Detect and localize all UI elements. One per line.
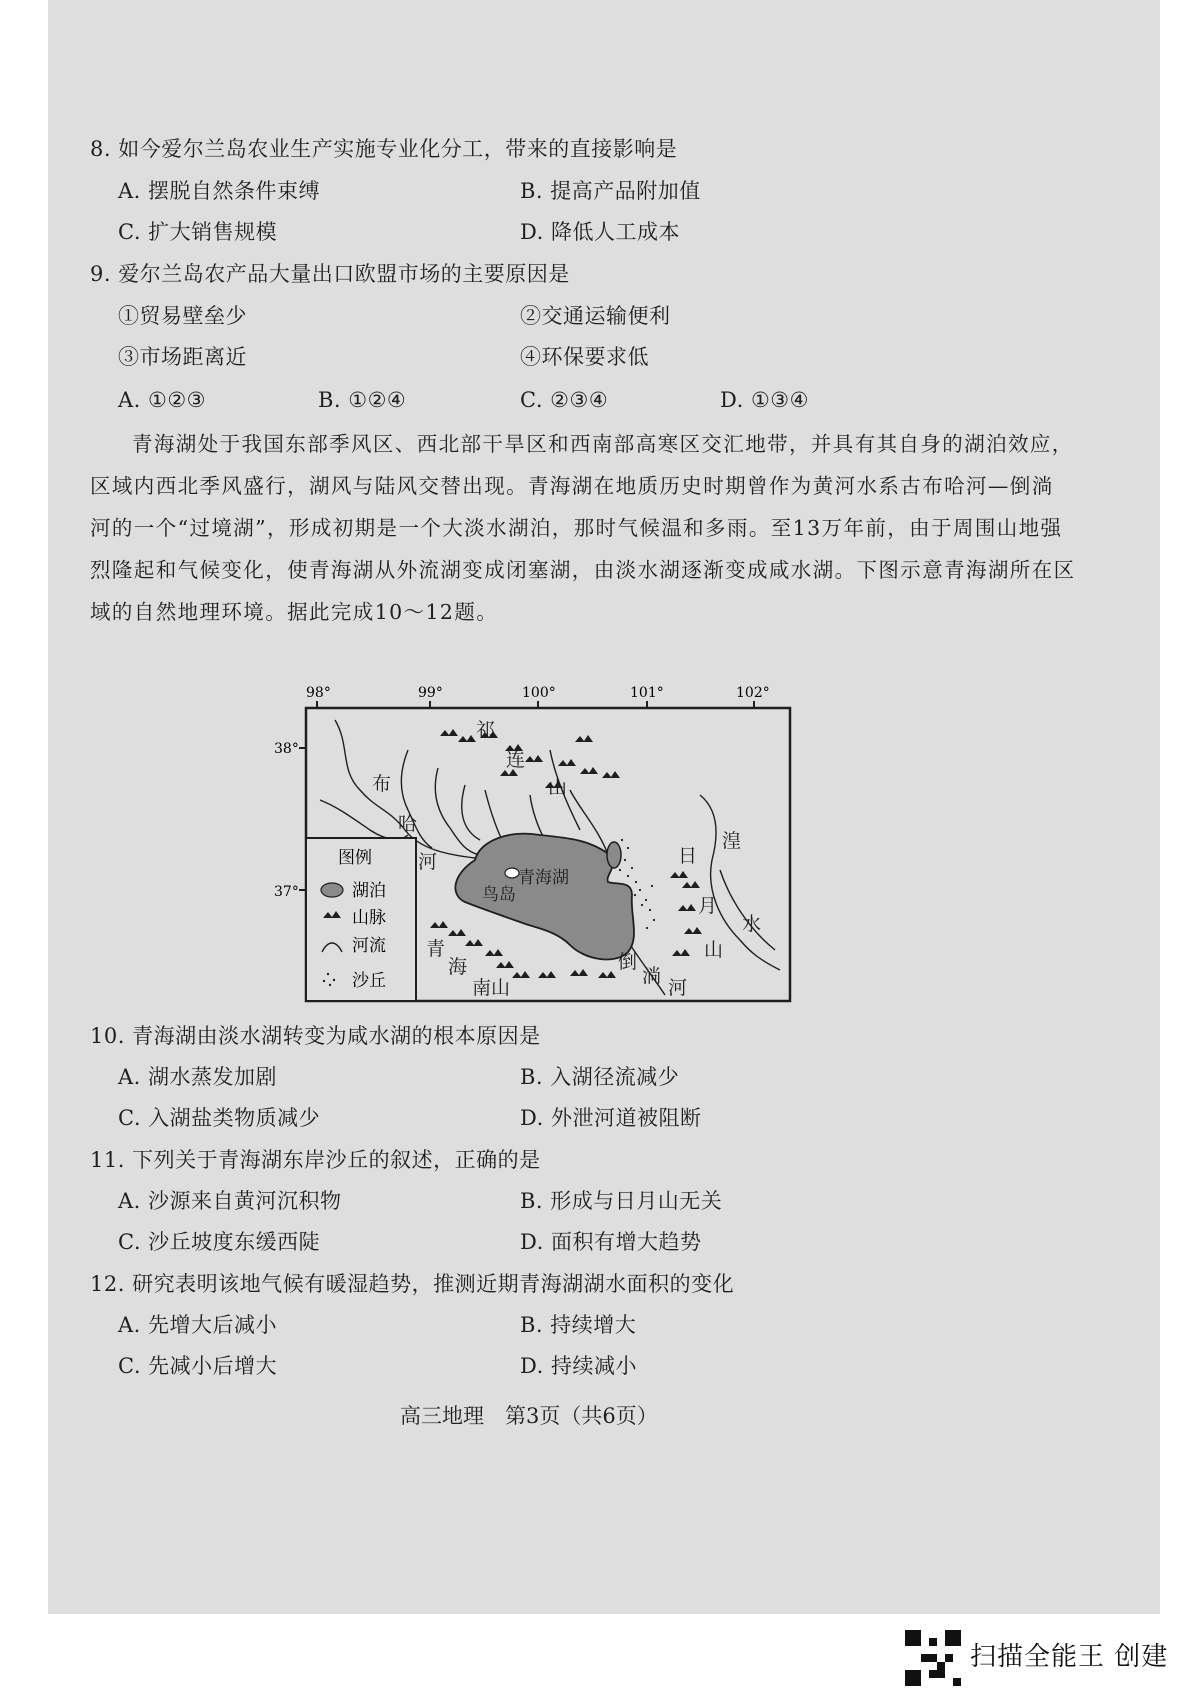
q11-stem: 11. 下列关于青海湖东岸沙丘的叙述，正确的是 [90,1148,541,1172]
lat-tick-37: 37° [274,884,299,900]
q8-option-d: D. 降低人工成本 [520,220,680,244]
small-lake-shape [607,842,621,868]
q12-option-b: B. 持续增大 [520,1313,637,1337]
q12-option-a: A. 先增大后减小 [118,1313,278,1337]
label-bird-island: 鸟岛 [482,885,516,905]
label-yue: 月 [698,895,718,917]
label-qilian-shan: 山 [548,777,568,799]
label-huangshui: 水 [742,913,762,935]
q8-option-a: A. 摆脱自然条件束缚 [118,179,321,203]
label-daotang-he: 河 [668,977,688,999]
passage-line-4: 烈隆起和气候变化，使青海湖从外流湖变成闭塞湖，由淡水湖逐渐变成咸水湖。下图示意青海湖所在区 [90,558,1076,582]
passage-line-3: 河的一个“过境湖”，形成初期是一个大淡水湖泊，那时气候温和多雨。至13万年前，由于周围山地强 [90,516,1063,540]
qinghai-lake-map [274,685,800,1014]
q10-stem: 10. 青海湖由淡水湖转变为咸水湖的根本原因是 [90,1024,541,1048]
lon-tick-102: 102° [736,685,770,701]
lat-tick-38: 38° [274,741,299,757]
q9-stem: 9. 爱尔兰岛农产品大量出口欧盟市场的主要原因是 [90,262,570,286]
lon-tick-99: 99° [418,685,443,701]
label-buha-he: 河 [418,851,438,873]
label-bu: 布 [372,773,392,795]
q9-option-b: B. ①②④ [318,388,407,412]
legend-dune: 沙丘 [352,971,386,991]
legend-lake: 湖泊 [352,881,386,901]
q11-option-d: D. 面积有增大趋势 [520,1230,702,1254]
q10-option-b: B. 入湖径流减少 [520,1065,680,1089]
passage-line-2: 区域内西北季风盛行，湖风与陆风交替出现。青海湖在地质历史时期曾作为黄河水系古布哈河—倒淌 [90,474,1054,498]
page-footer: 高三地理 第3页（共6页） [400,1404,658,1428]
q9-option-a: A. ①②③ [118,388,206,412]
q12-option-c: C. 先减小后增大 [118,1354,278,1378]
q9-statement-2: ②交通运输便利 [520,304,671,328]
legend-title: 图例 [338,848,372,868]
label-dao: 倒 [618,951,638,973]
q8-stem: 8. 如今爱尔兰岛农业生产实施专业化分工，带来的直接影响是 [90,137,678,161]
q11-option-c: C. 沙丘坡度东缓西陡 [118,1230,321,1254]
q12-option-d: D. 持续减小 [520,1354,637,1378]
bird-island-shape [505,868,519,878]
q11-option-a: A. 沙源来自黄河沉积物 [118,1189,342,1213]
label-qinghai-lake: 青海湖 [518,868,569,888]
scanner-watermark: 扫描全能王 创建 [970,1642,1169,1672]
lon-tick-98: 98° [306,685,331,701]
passage-line-5: 域的自然地理环境。据此完成10～12题。 [90,600,499,624]
legend-river: 河流 [352,936,386,956]
q9-statement-1: ①贸易壁垒少 [118,304,247,328]
label-qi: 祁 [476,719,496,741]
q9-option-c: C. ②③④ [520,388,609,412]
label-tang: 淌 [642,965,662,987]
q11-option-b: B. 形成与日月山无关 [520,1189,723,1213]
q9-statement-4: ④环保要求低 [520,345,649,369]
label-lian: 连 [506,749,526,771]
label-riyue-shan: 山 [704,939,724,961]
q9-option-d: D. ①③④ [720,388,809,412]
q12-stem: 12. 研究表明该地气候有暖湿趋势，推测近期青海湖湖水面积的变化 [90,1272,735,1296]
label-hai: 海 [448,956,468,978]
legend-lake-symbol [321,883,343,897]
legend-mountain: 山脉 [352,908,386,928]
label-nanshan: 南山 [472,977,511,999]
q10-option-c: C. 入湖盐类物质减少 [118,1106,321,1130]
map-legend [306,838,416,1001]
q8-option-b: B. 提高产品附加值 [520,179,701,203]
q10-option-d: D. 外泄河道被阻断 [520,1106,702,1130]
lon-tick-101: 101° [630,685,664,701]
lon-tick-100: 100° [522,685,556,701]
passage-line-1: 青海湖处于我国东部季风区、西北部干旱区和西南部高寒区交汇地带，并具有其自身的湖泊效应， [132,432,1074,456]
label-ha: 哈 [398,813,418,835]
qr-code-icon [905,1630,961,1686]
label-huang: 湟 [722,830,742,852]
q8-option-c: C. 扩大销售规模 [118,220,278,244]
q9-statement-3: ③市场距离近 [118,345,247,369]
label-ri: 日 [678,845,698,867]
q10-option-a: A. 湖水蒸发加剧 [118,1065,278,1089]
label-qing: 青 [426,938,446,960]
